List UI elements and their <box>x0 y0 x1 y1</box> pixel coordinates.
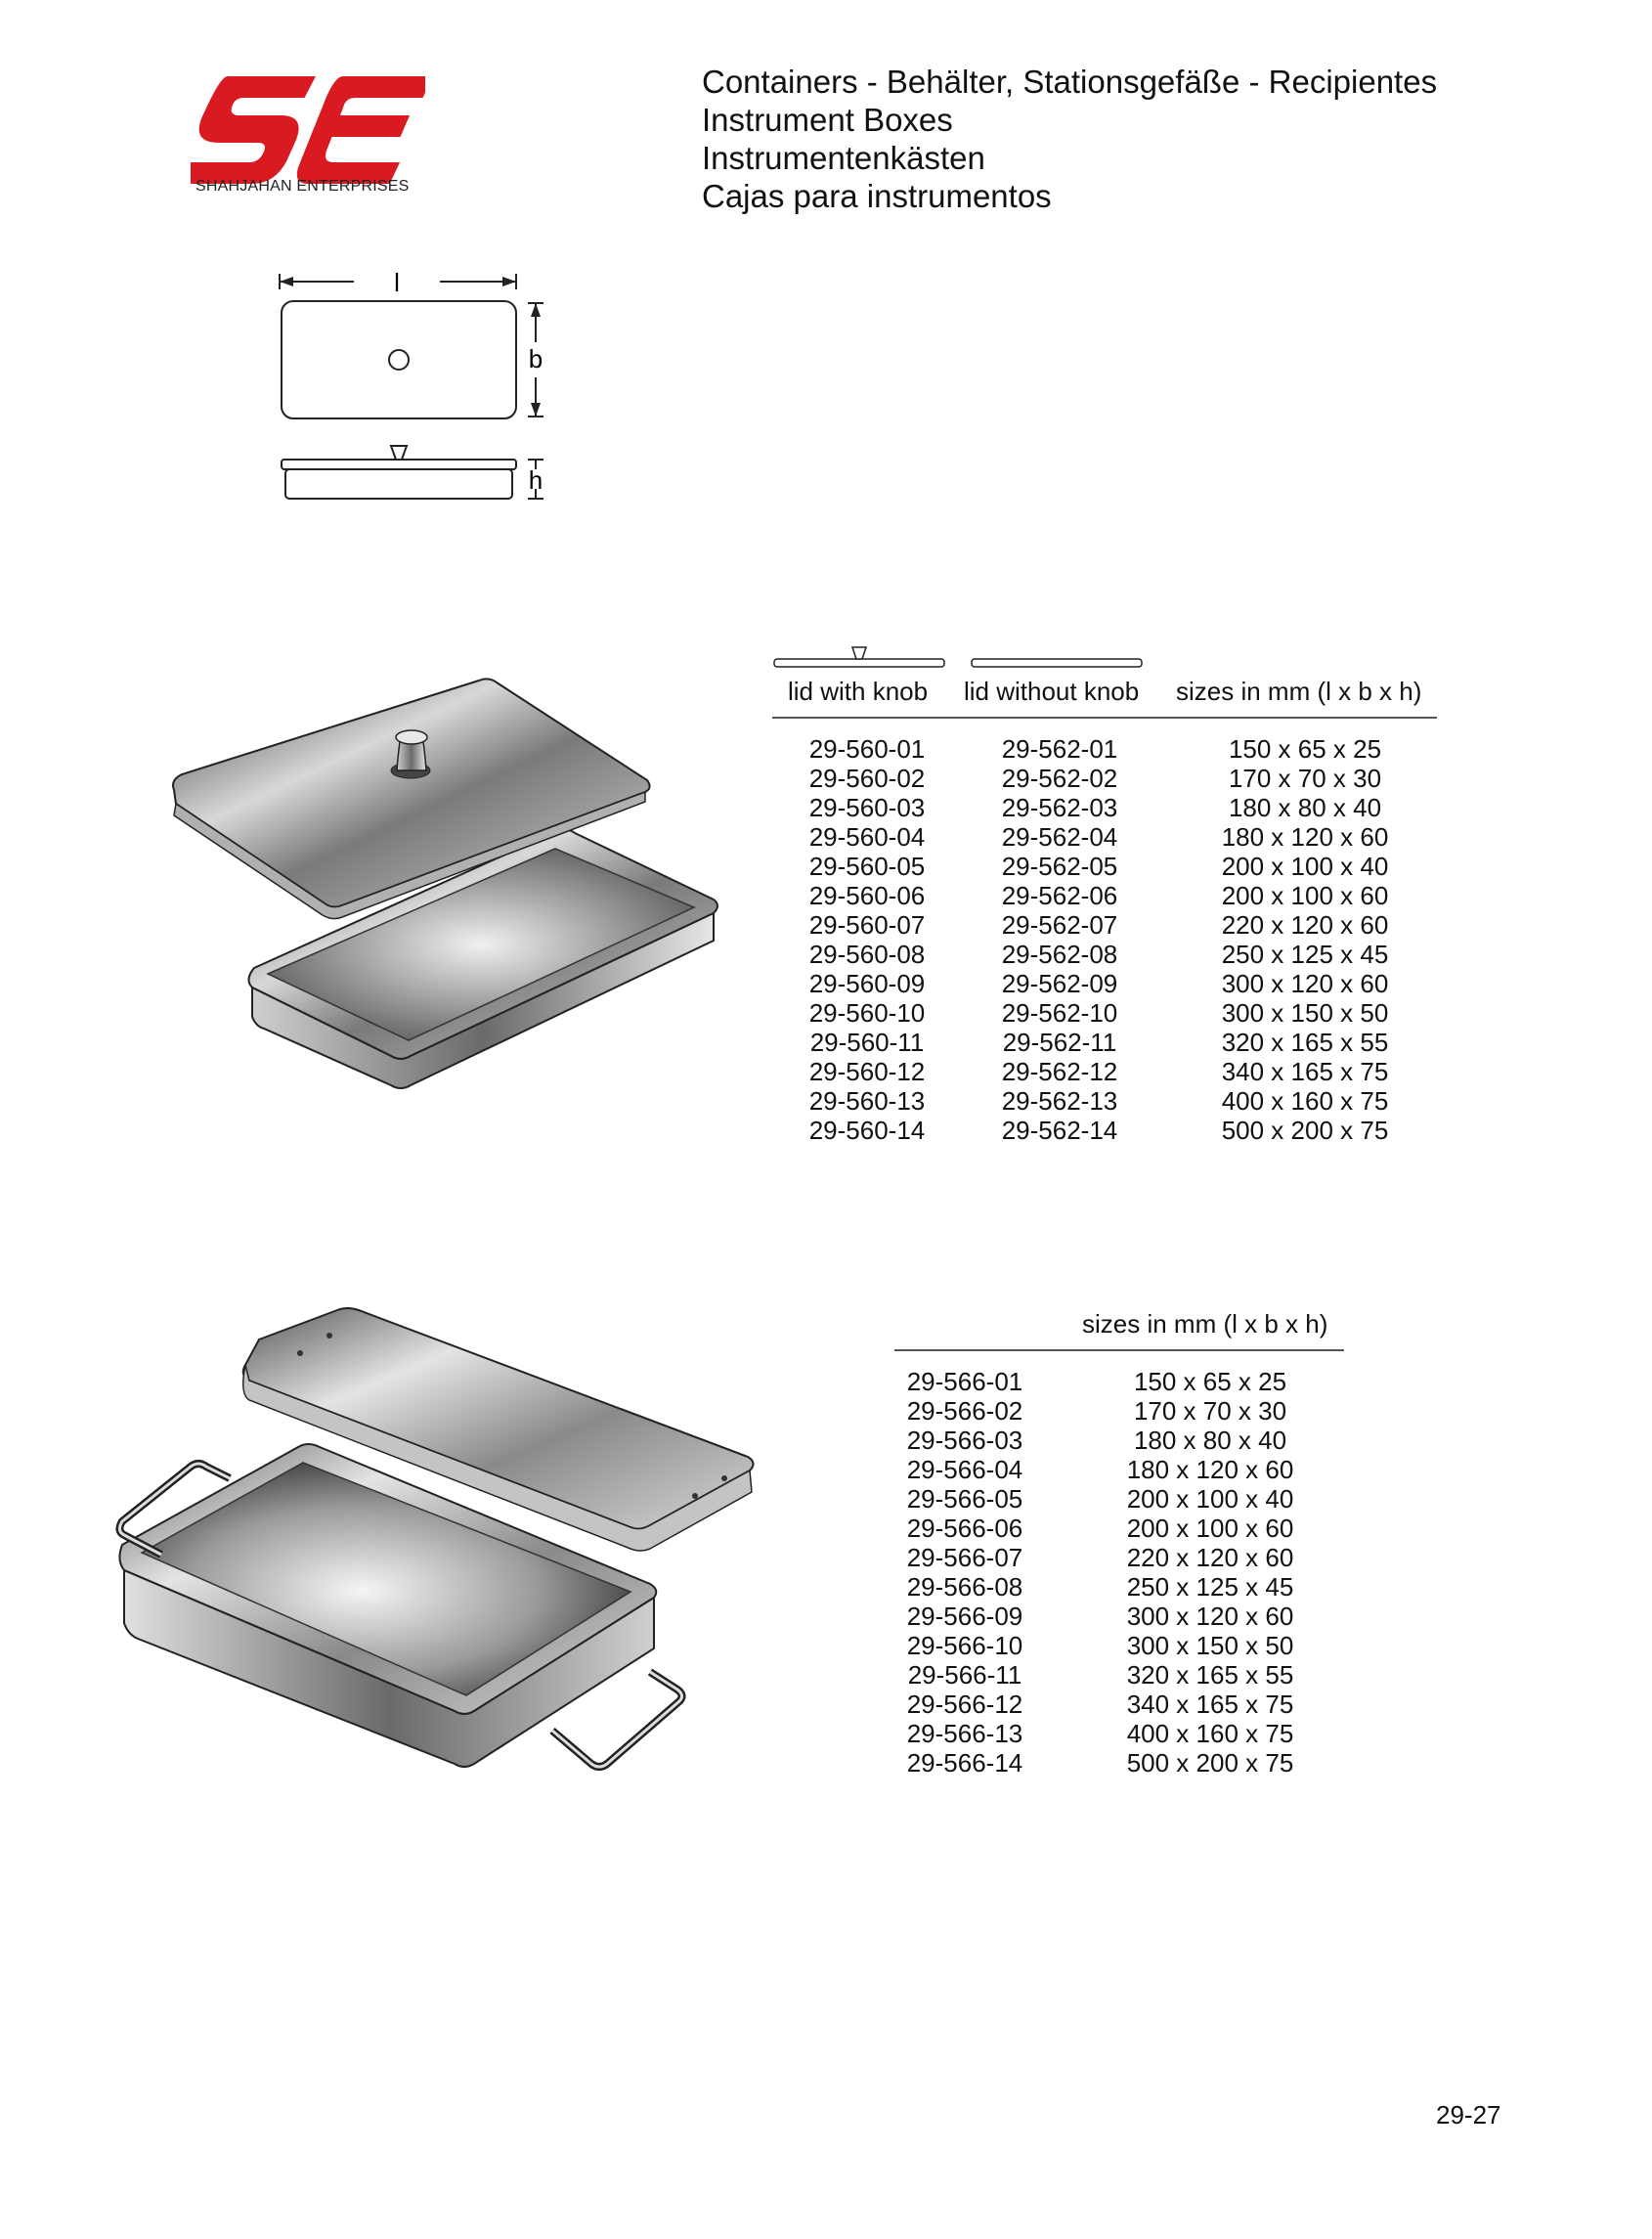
table-cell: 29-560-01 <box>808 734 926 764</box>
table-cell: 180 x 120 x 60 <box>1126 1455 1294 1484</box>
table-cell: 29-560-09 <box>808 969 926 998</box>
table-cell: 29-562-11 <box>1002 1028 1117 1057</box>
table-cell: 29-560-03 <box>808 793 926 822</box>
table-cell: 29-566-05 <box>906 1484 1023 1514</box>
table-cell: 220 x 120 x 60 <box>1126 1543 1294 1572</box>
title-block <box>702 63 1437 215</box>
table-cell: 29-566-04 <box>906 1455 1023 1484</box>
table-cell: 200 x 100 x 40 <box>1126 1484 1294 1514</box>
header-sizes-2: sizes in mm (l x b x h) <box>1082 1309 1328 1339</box>
table-cell: 29-562-14 <box>1001 1116 1118 1145</box>
table2-col-sizes <box>1108 1367 1313 1778</box>
lid-icons <box>772 645 1153 675</box>
table-cell: 29-560-10 <box>808 998 926 1028</box>
table-cell: 29-566-11 <box>907 1660 1022 1690</box>
table-cell: 29-560-14 <box>808 1116 926 1145</box>
title-line-3: Instrumentenkästen <box>702 140 985 176</box>
table-cell: 340 x 165 x 75 <box>1221 1057 1389 1086</box>
table-cell: 170 x 70 x 30 <box>1228 764 1382 793</box>
table-cell: 29-560-13 <box>808 1086 926 1116</box>
table-cell: 340 x 165 x 75 <box>1126 1690 1294 1719</box>
table-cell: 180 x 80 x 40 <box>1133 1426 1287 1455</box>
table1-col-lid-with-knob <box>794 734 940 1145</box>
table1-col-sizes <box>1202 734 1408 1145</box>
instrument-box-with-knob-image <box>166 675 723 1144</box>
height-label: h <box>528 465 543 495</box>
table-cell: 29-566-12 <box>906 1690 1023 1719</box>
table-cell: 29-566-08 <box>906 1572 1023 1602</box>
table-cell: 150 x 65 x 25 <box>1133 1367 1287 1396</box>
header-sizes: sizes in mm (l x b x h) <box>1176 677 1422 706</box>
table-cell: 29-560-04 <box>808 822 926 852</box>
title-line-4: Cajas para instrumentos <box>702 178 1052 214</box>
table-cell: 29-562-10 <box>1001 998 1118 1028</box>
company-name: SHAHJAHAN ENTERPRISES <box>196 178 410 195</box>
table-cell: 29-560-08 <box>808 940 926 969</box>
table-cell: 400 x 160 x 75 <box>1221 1086 1389 1116</box>
table2-col-codes <box>891 1367 1038 1778</box>
table-cell: 200 x 100 x 60 <box>1221 881 1389 910</box>
table-cell: 29-560-11 <box>809 1028 925 1057</box>
table-cell: 29-566-13 <box>906 1719 1023 1748</box>
table1-col-lid-without-knob <box>986 734 1133 1145</box>
instrument-box-with-handles-image <box>103 1300 777 1848</box>
page-number: 29-27 <box>1436 2100 1501 2129</box>
table-cell: 29-560-12 <box>808 1057 926 1086</box>
length-label: l <box>394 268 400 297</box>
table-cell: 180 x 80 x 40 <box>1228 793 1382 822</box>
table-cell: 150 x 65 x 25 <box>1228 734 1382 764</box>
table-cell: 180 x 120 x 60 <box>1221 822 1389 852</box>
table-cell: 29-562-12 <box>1001 1057 1118 1086</box>
table-cell: 200 x 100 x 40 <box>1221 852 1389 881</box>
lid-without-knob-icon <box>972 659 1142 667</box>
table1-divider <box>772 717 1437 719</box>
table-cell: 300 x 120 x 60 <box>1221 969 1389 998</box>
table-cell: 29-566-09 <box>906 1602 1023 1631</box>
title-line-1: Containers - Behälter, Stationsgefäße - Recipientes <box>702 64 1438 100</box>
table-cell: 29-562-08 <box>1001 940 1118 969</box>
table-cell: 29-562-07 <box>1001 910 1118 940</box>
table-cell: 29-560-07 <box>808 910 926 940</box>
table-cell: 320 x 165 x 55 <box>1126 1660 1294 1690</box>
header-lid-with-knob: lid with knob <box>788 677 929 706</box>
table-cell: 29-560-05 <box>808 852 926 881</box>
lid-with-knob-icon <box>774 659 944 667</box>
header-lid-without-knob: lid without knob <box>964 677 1140 706</box>
table-cell: 400 x 160 x 75 <box>1126 1719 1294 1748</box>
table-cell: 29-566-06 <box>906 1514 1023 1543</box>
table-cell: 500 x 200 x 75 <box>1221 1116 1389 1145</box>
table-cell: 300 x 120 x 60 <box>1126 1602 1294 1631</box>
table-cell: 29-566-01 <box>906 1367 1023 1396</box>
table-cell: 250 x 125 x 45 <box>1126 1572 1294 1602</box>
table-cell: 29-560-06 <box>808 881 926 910</box>
table2-divider <box>894 1349 1344 1351</box>
table-cell: 29-562-09 <box>1001 969 1118 998</box>
table-cell: 29-562-05 <box>1001 852 1118 881</box>
table-cell: 29-562-03 <box>1001 793 1118 822</box>
table-cell: 29-566-02 <box>906 1396 1023 1426</box>
table-cell: 29-566-07 <box>906 1543 1023 1572</box>
table-cell: 320 x 165 x 55 <box>1221 1028 1389 1057</box>
table-cell: 29-566-14 <box>906 1748 1023 1778</box>
table-cell: 300 x 150 x 50 <box>1126 1631 1294 1660</box>
table-cell: 170 x 70 x 30 <box>1133 1396 1287 1426</box>
table-cell: 29-562-02 <box>1001 764 1118 793</box>
table-cell: 300 x 150 x 50 <box>1221 998 1389 1028</box>
table-cell: 29-562-04 <box>1001 822 1118 852</box>
dimension-diagram <box>264 264 557 508</box>
table-cell: 29-560-02 <box>808 764 926 793</box>
table-cell: 29-562-13 <box>1001 1086 1118 1116</box>
table-cell: 250 x 125 x 45 <box>1221 940 1389 969</box>
title-line-2: Instrument Boxes <box>702 102 953 138</box>
table-cell: 500 x 200 x 75 <box>1126 1748 1294 1778</box>
table-cell: 29-566-10 <box>906 1631 1023 1660</box>
breadth-label: b <box>528 344 543 373</box>
table-cell: 200 x 100 x 60 <box>1126 1514 1294 1543</box>
table-cell: 29-562-06 <box>1001 881 1118 910</box>
table-cell: 29-566-03 <box>906 1426 1023 1455</box>
table-cell: 29-562-01 <box>1001 734 1118 764</box>
table-cell: 220 x 120 x 60 <box>1221 910 1389 940</box>
